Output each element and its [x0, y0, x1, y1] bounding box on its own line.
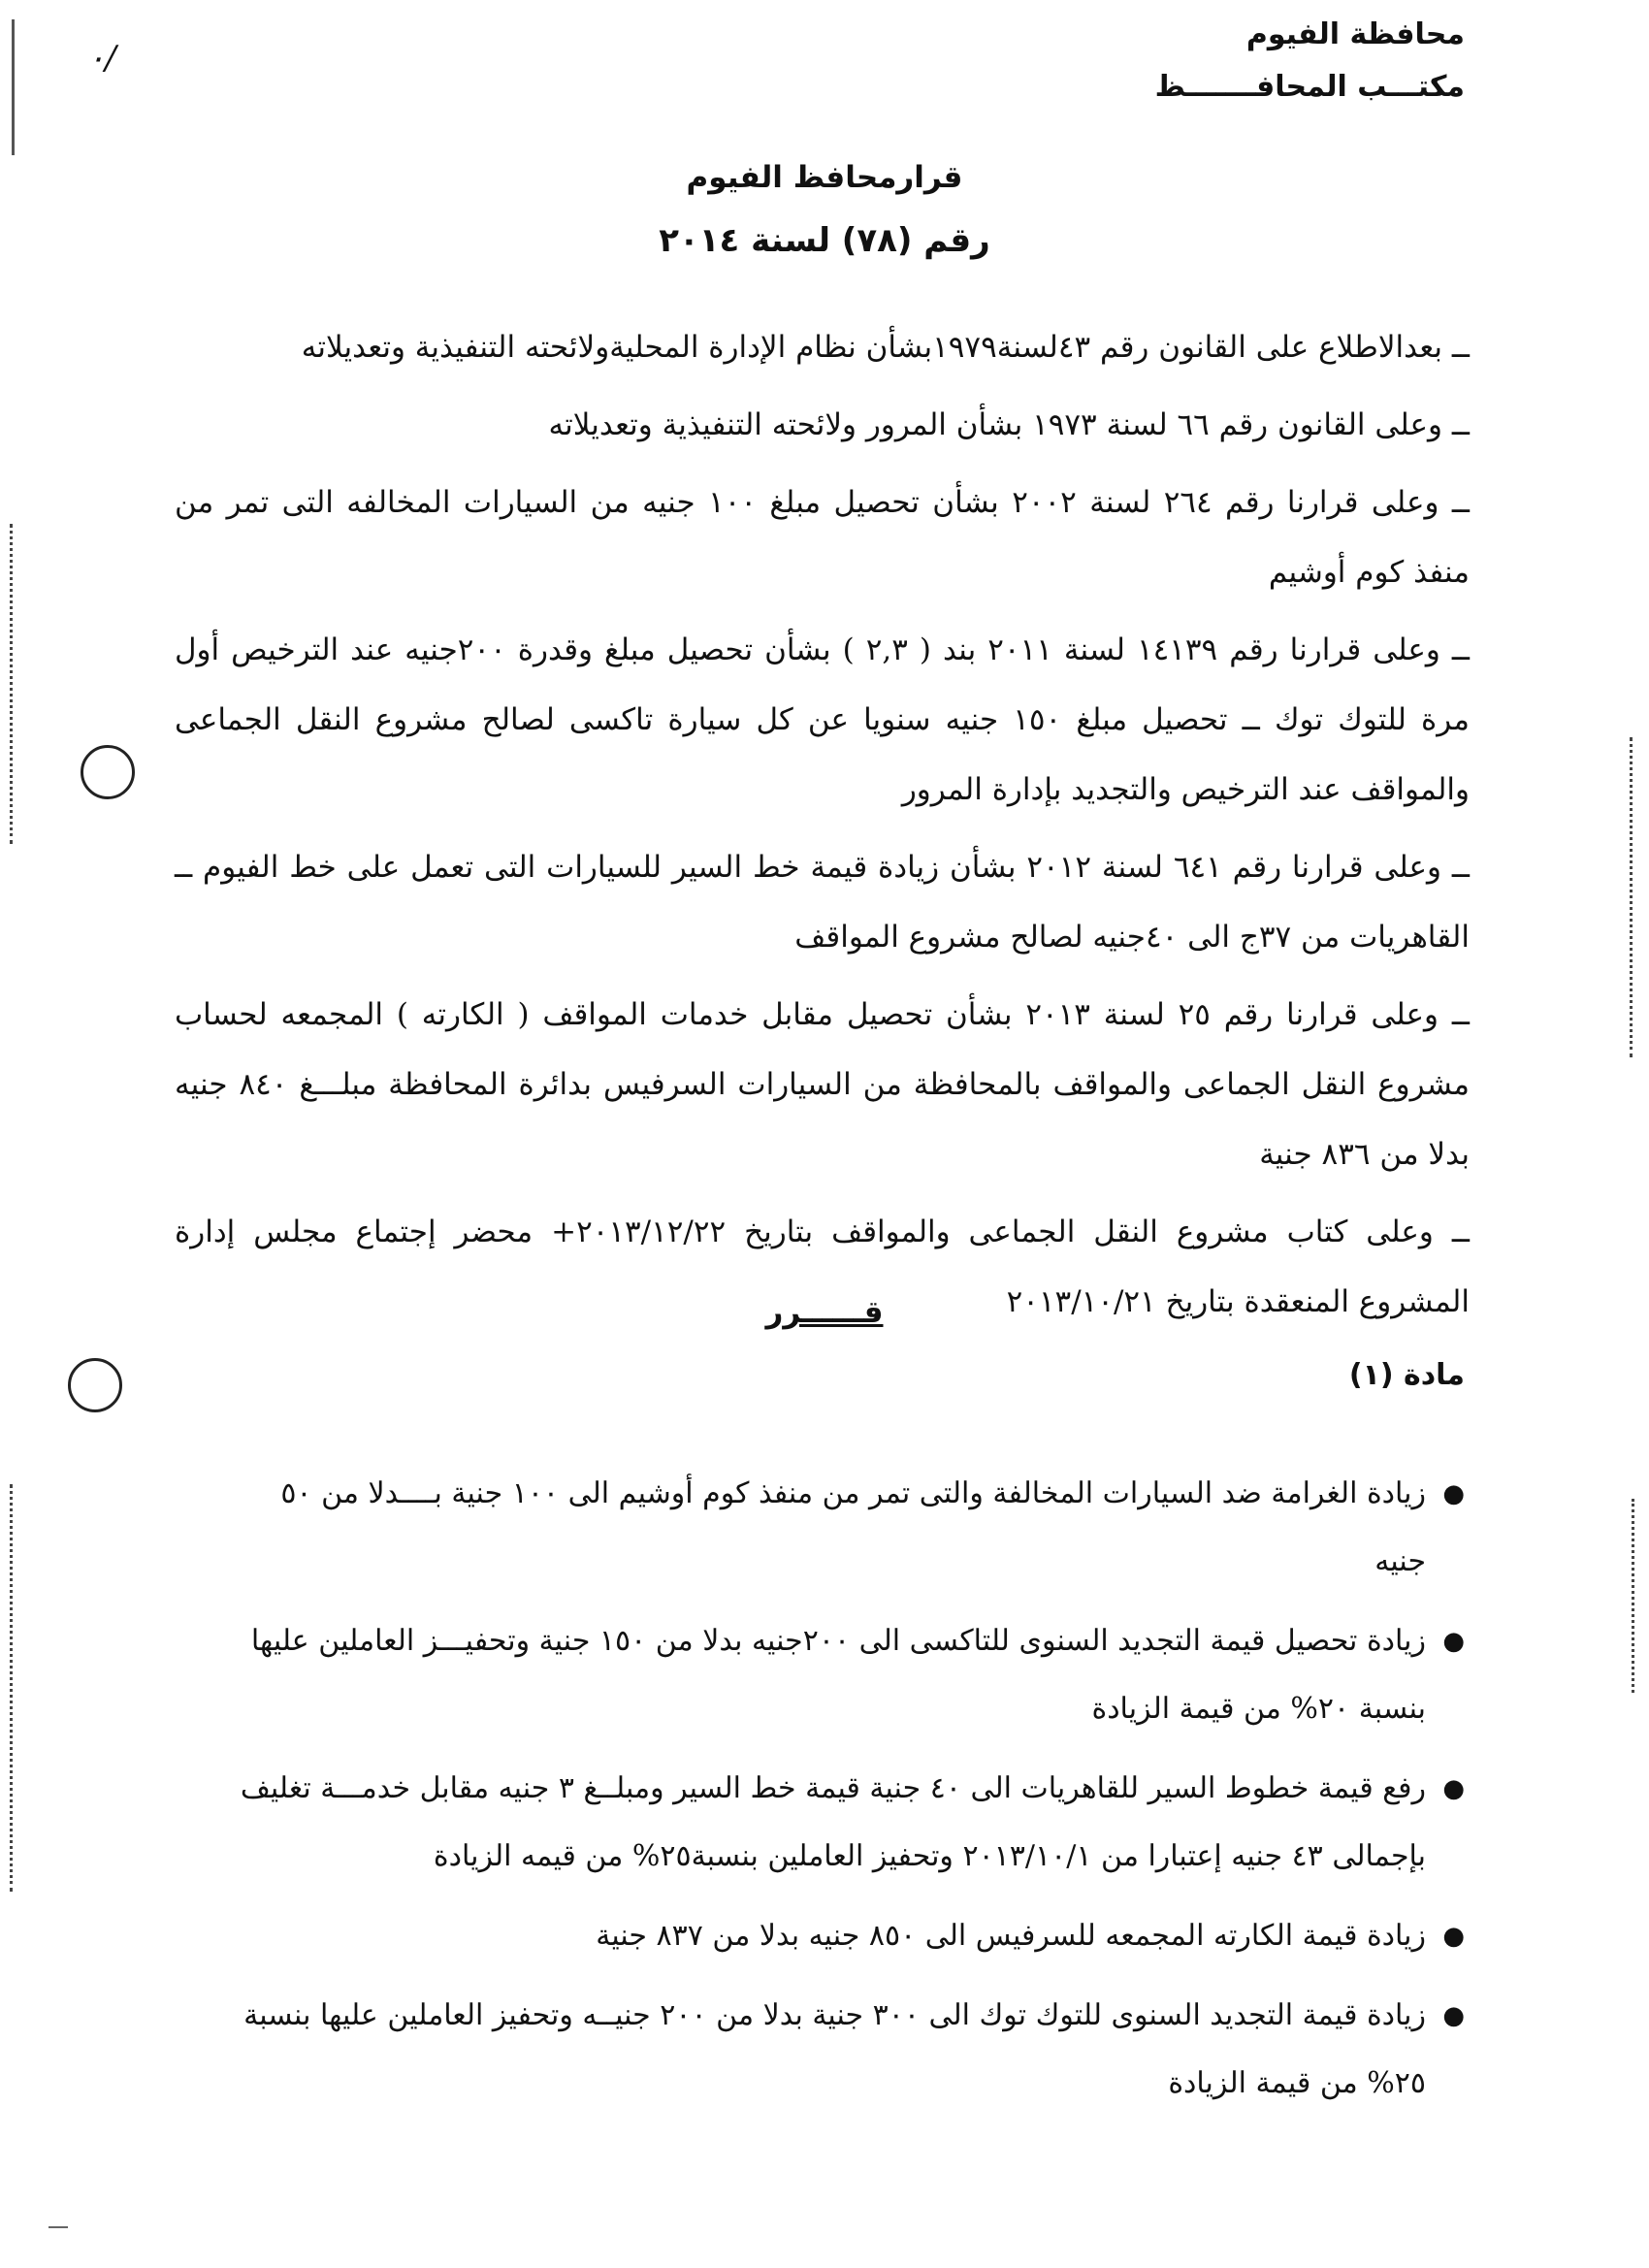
- decree-number: رقم (٧٨) لسنة ٢٠١٤: [659, 221, 990, 260]
- bullet-icon: ●: [1442, 1774, 1465, 1803]
- right-edge-scan-dots-lower: [1632, 1499, 1634, 1693]
- preamble-clause: ــ بعدالاطلاع على القانون رقم ٤٣لسنة١٩٧٩بشأن نظام الإدارة المحليةولائحته التنفيذية وتعديلاته: [301, 330, 1470, 365]
- bullet-icon: ●: [1442, 1479, 1465, 1508]
- list-item: [238, 1982, 1465, 2118]
- list-item: [238, 1755, 1465, 1891]
- preamble-clause: ــ وعلى كتاب مشروع النقل الجماعى والمواقف بتاريخ ٢٠١٣/١٢/٢٢+ محضر إجتماع مجلس إدارة المشروع المنعقدة بتاريخ ٢٠١٣/١٠/٢١: [175, 1215, 1470, 1319]
- left-edge-scan-dots-lower: [10, 1484, 13, 1892]
- bullet-icon: ●: [1442, 2001, 1465, 2030]
- list-item-text: زيادة قيمة الكارته المجمعه للسرفيس الى ٨٥٠ جنيه بدلا من ٨٣٧ جنية: [596, 1919, 1426, 1953]
- preamble-clause: ــ وعلى قرارنا رقم ٢٦٤ لسنة ٢٠٠٢ بشأن تحصيل مبلغ ١٠٠ جنيه من السيارات المخالفه التى تمر من منفذ كوم أوشيم: [175, 485, 1470, 590]
- punch-hole-circle: [81, 745, 135, 799]
- left-edge-scan-mark: [12, 19, 15, 155]
- decree-title: قرارمحافظ الفيوم: [686, 160, 963, 195]
- list-item-text: زيادة الغرامة ضد السيارات المخالفة والتى تمر من منفذ كوم أوشيم الى ١٠٠ جنية بــــدلا من ٥٠ جنيه: [280, 1476, 1426, 1578]
- governor-office-header: مكتـــب المحافـــــــظ: [1154, 70, 1465, 104]
- preamble: [175, 312, 1470, 1345]
- list-item: [238, 1460, 1465, 1596]
- decision-heading: قــــــرر: [765, 1295, 884, 1330]
- governorate-header: محافظة الفيوم: [1245, 17, 1465, 51]
- right-edge-scan-dots: [1630, 737, 1633, 1057]
- bottom-scan-mark: [48, 2226, 68, 2228]
- list-item: [238, 1607, 1465, 1743]
- list-item: [238, 1902, 1465, 1970]
- list-item-text: زيادة قيمة التجديد السنوى للتوك توك الى ٣٠٠ جنية بدلا من ٢٠٠ جنيــه وتحفيز العاملين عليها بنسبة ٢٥% من قيمة الزيادة: [243, 1998, 1426, 2100]
- bullet-icon: ●: [1442, 1922, 1465, 1951]
- bullet-icon: ●: [1442, 1627, 1465, 1656]
- list-item-text: رفع قيمة خطوط السير للقاهريات الى ٤٠ جنية قيمة خط السير ومبلــغ ٣ جنيه مقابل خدمـــة تغليف بإجمالى ٤٣ جنيه إعتبارا من ٢٠١٣/١٠/١ وتحفيز العاملين بنسبة٢٥% من قيمه الزيادة: [240, 1771, 1426, 1873]
- article-items-list: [238, 1460, 1465, 2129]
- preamble-clause: ــ وعلى قرارنا رقم ٦٤١ لسنة ٢٠١٢ بشأن زيادة قيمة خط السير للسيارات التى تعمل على خط الفيوم ــ القاهريات من ٣٧ج الى ٤٠جنيه لصالح مشروع المواقف: [175, 850, 1470, 955]
- preamble-clause: ــ وعلى قرارنا رقم ٢٥ لسنة ٢٠١٣ بشأن تحصيل مقابل خدمات المواقف ( الكارته ) المجمعه لحساب مشروع النقل الجماعى والمواقف بالمحافظة من السيارات السرفيس بدائرة المحافظة مبلـــغ ٨٤٠ جنيه بدلا من ٨٣٦ جنية: [175, 997, 1470, 1172]
- preamble-clause: ــ وعلى قرارنا رقم ١٤١٣٩ لسنة ٢٠١١ بند ( ٢,٣ ) بشأن تحصيل مبلغ وقدرة ٢٠٠جنيه عند الترخيص أول مرة للتوك توك ــ تحصيل مبلغ ١٥٠ جنيه سنويا عن كل سيارة تاكسى لصالح مشروع النقل الجماعى والمواقف عند الترخيص والتجديد بإدارة المرور: [175, 632, 1470, 807]
- list-item-text: زيادة تحصيل قيمة التجديد السنوى للتاكسى الى ٢٠٠جنيه بدلا من ١٥٠ جنية وتحفيـــز العاملين عليها بنسبة ٢٠% من قيمة الزيادة: [250, 1624, 1426, 1726]
- punch-hole-circle: [68, 1358, 122, 1412]
- article-label: مادة (١): [1348, 1358, 1465, 1392]
- left-edge-scan-dots: [10, 524, 13, 844]
- preamble-clause: ــ وعلى القانون رقم ٦٦ لسنة ١٩٧٣ بشأن المرور ولائحته التنفيذية وتعديلاته: [548, 407, 1470, 442]
- corner-handwritten-mark: ٠/: [87, 39, 116, 78]
